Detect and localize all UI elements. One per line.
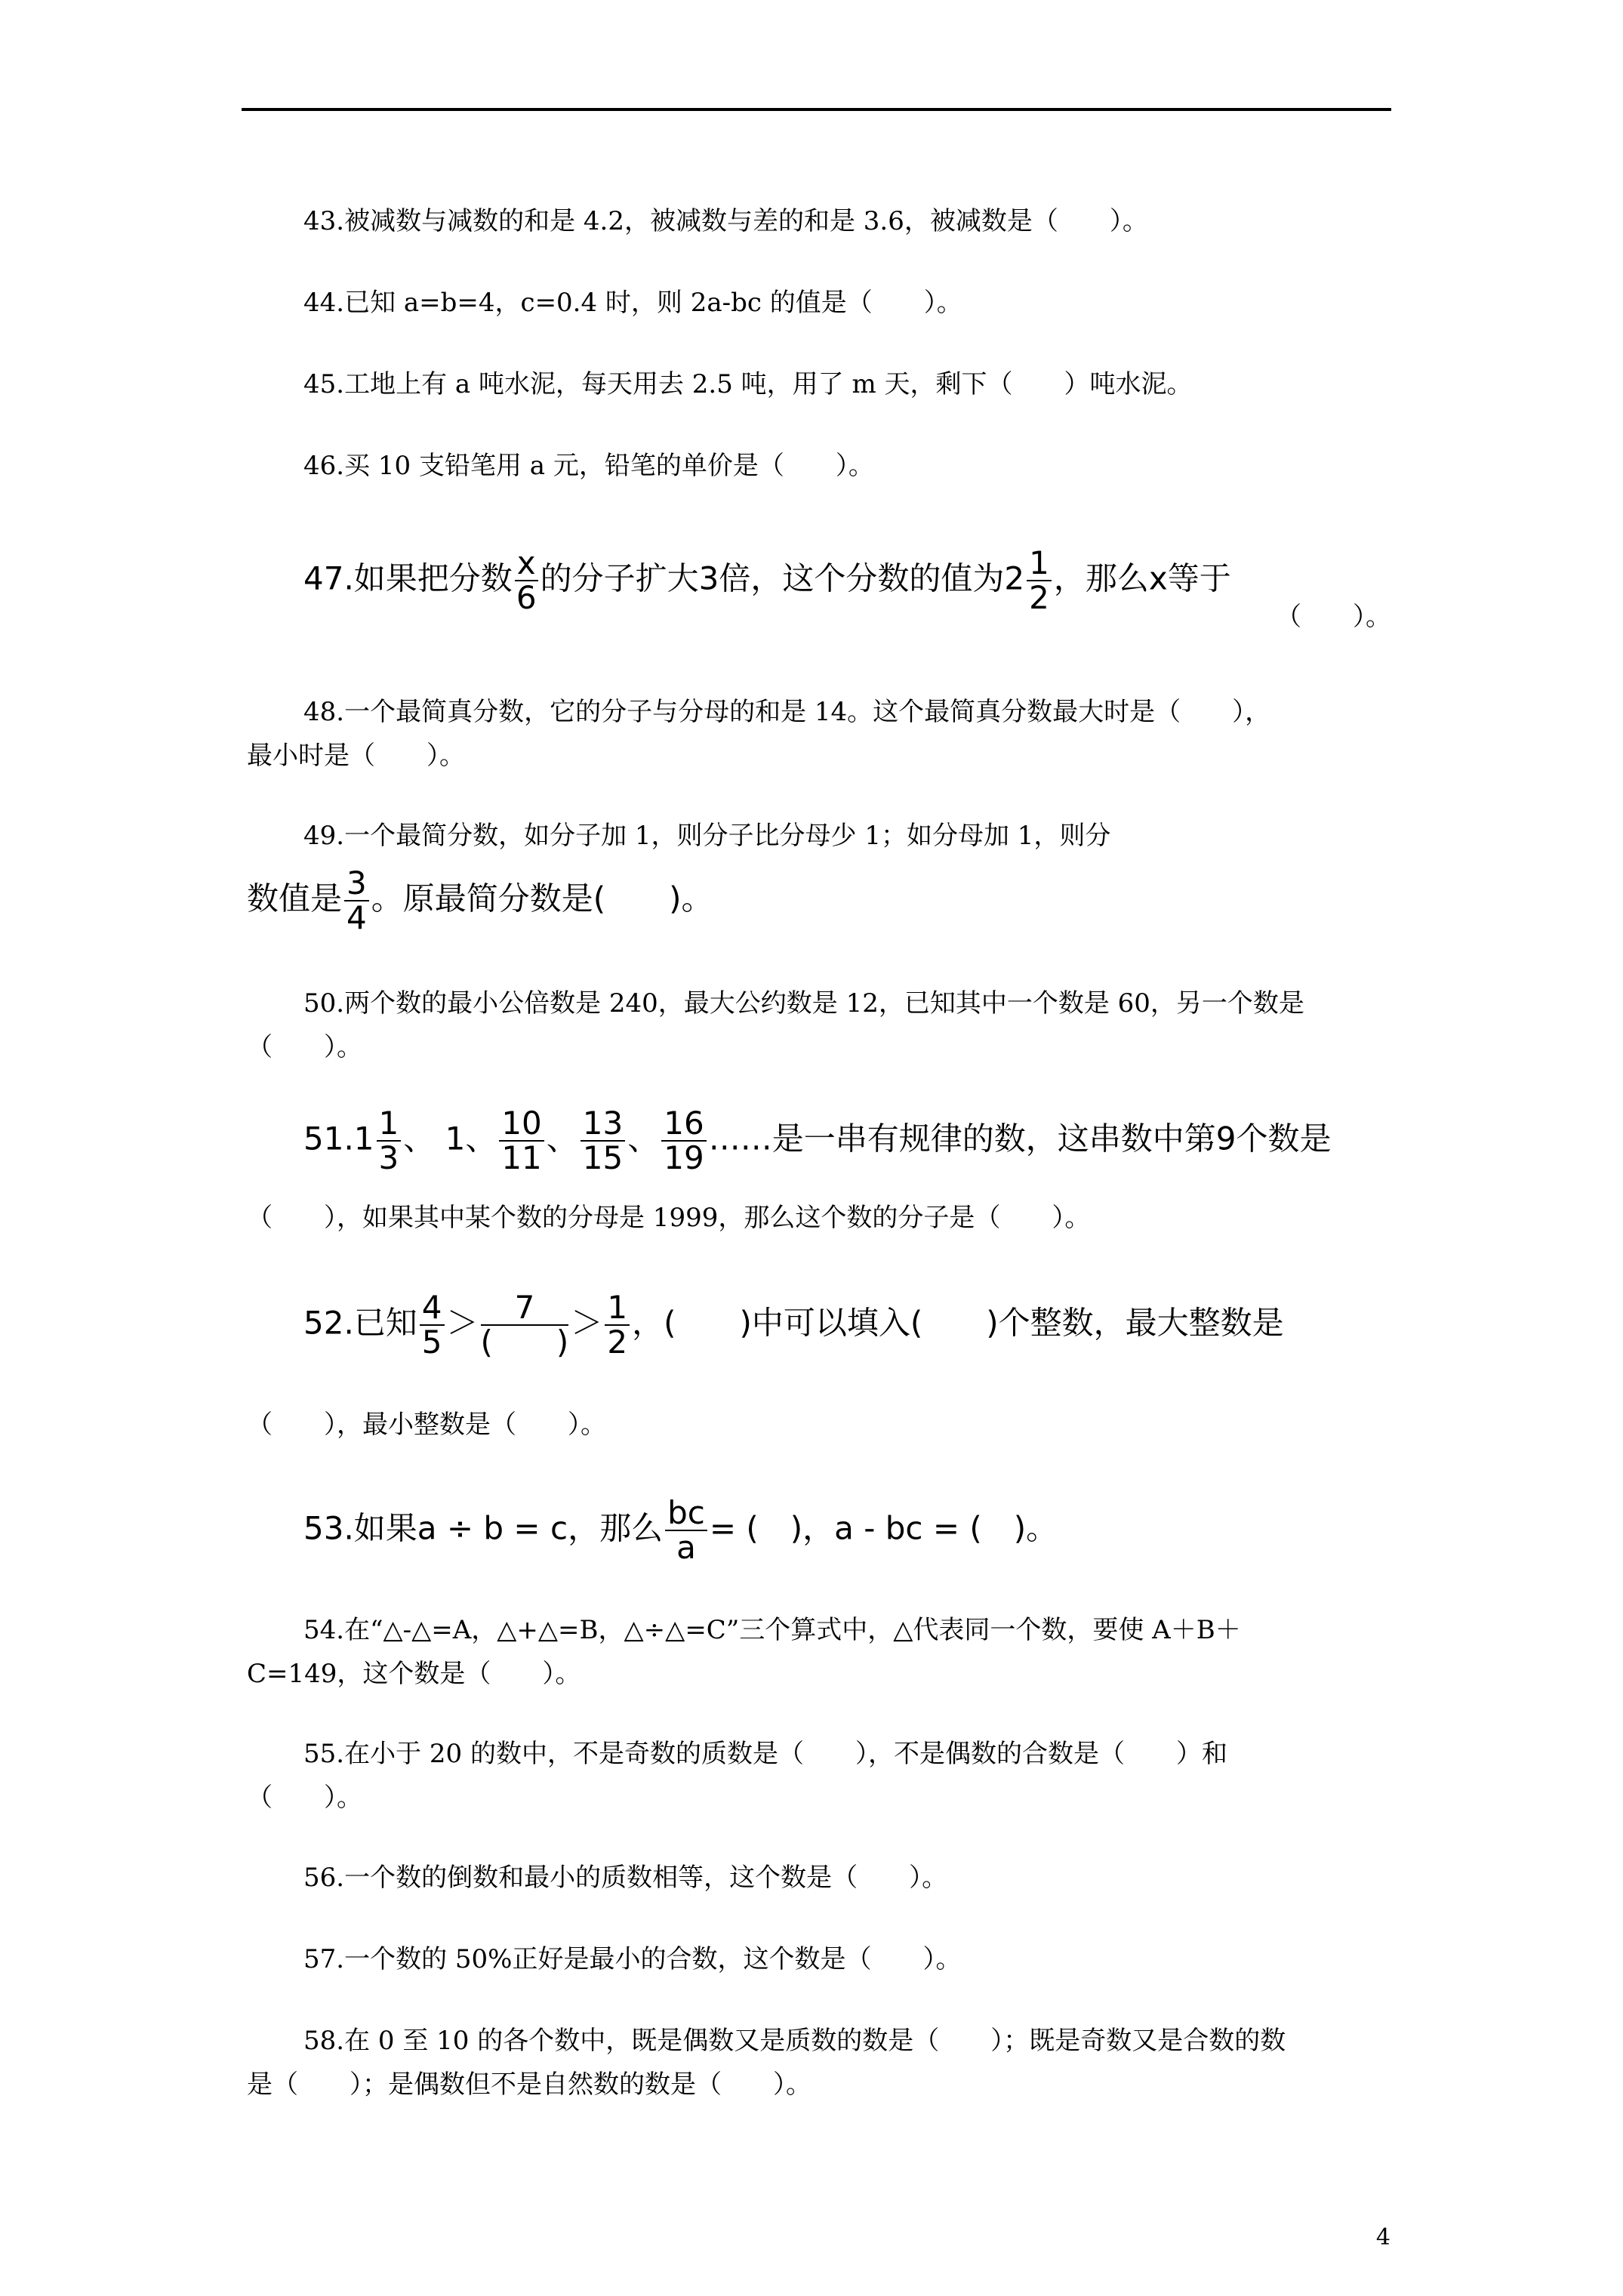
q53-fraction-den: a bbox=[676, 1529, 696, 1567]
question-51-line1 bbox=[303, 1107, 1331, 1175]
q52-f3-den: 2 bbox=[607, 1324, 628, 1361]
question-49-line1: 49.一个最简分数，如分子加 1，则分子比分母少 1；如分母加 1，则分 bbox=[303, 821, 1111, 851]
header-rule bbox=[242, 108, 1391, 111]
question-51-line2: （ ），如果其中某个数的分母是 1999，那么这个数的分子是（ ）。 bbox=[247, 1203, 1091, 1233]
q52-fraction-3 bbox=[605, 1291, 630, 1359]
q51-pre: 51.1 bbox=[303, 1120, 374, 1157]
question-48-line1: 48.一个最简真分数，它的分子与分母的和是 14。这个最简真分数最大时是（ ）， bbox=[303, 697, 1271, 727]
question-55-line2: （ ）。 bbox=[247, 1783, 362, 1813]
question-50-line2: （ ）。 bbox=[247, 1032, 362, 1062]
q47-mixed-den: 2 bbox=[1029, 579, 1049, 617]
q47-mixed-num: 1 bbox=[1027, 547, 1052, 581]
q47-fraction-den: 6 bbox=[516, 579, 537, 617]
q52-fraction-2 bbox=[481, 1291, 569, 1359]
q51-f1-den: 3 bbox=[378, 1139, 399, 1177]
question-43: 43.被减数与减数的和是 4.2，被减数与差的和是 3.6，被减数是（ ）。 bbox=[303, 206, 1148, 236]
q52-pre: 52.已知 bbox=[303, 1304, 417, 1342]
question-58-line1: 58.在 0 至 10 的各个数中，既是偶数又是质数的数是（ ）；既是奇数又是合数的数 bbox=[303, 2026, 1286, 2056]
question-55-line1: 55.在小于 20 的数中，不是奇数的质数是（ ），不是偶数的合数是（ ）和 bbox=[303, 1739, 1227, 1769]
q49-post: 。原最简分数是( )。 bbox=[371, 880, 713, 917]
question-47 bbox=[303, 544, 1231, 617]
q53-fraction-num: bc bbox=[665, 1496, 707, 1531]
q47-mid: 的分子扩大3倍，这个分数的值为2 bbox=[540, 559, 1025, 597]
q51-f2-den: 11 bbox=[501, 1139, 542, 1177]
q51-f2-num: 10 bbox=[499, 1107, 544, 1142]
q51-f3-num: 13 bbox=[581, 1107, 625, 1142]
question-49-line2 bbox=[247, 864, 713, 937]
q47-fraction-num: x bbox=[515, 547, 538, 581]
q53-post: = ( )，a - bc = ( )。 bbox=[709, 1509, 1058, 1547]
q52-post: ，( )中可以填入( )个整数，最大整数是 bbox=[632, 1304, 1284, 1342]
question-54-line2: C=149，这个数是（ ）。 bbox=[247, 1659, 581, 1689]
q52-gt1: ＞ bbox=[446, 1304, 479, 1342]
q51-f4-num: 16 bbox=[661, 1107, 706, 1142]
q51-f4-den: 19 bbox=[664, 1139, 704, 1177]
question-48-line2: 最小时是（ ）。 bbox=[247, 741, 465, 771]
q51-fraction-2 bbox=[499, 1107, 544, 1175]
question-50-line1: 50.两个数的最小公倍数是 240，最大公约数是 12，已知其中一个数是 60，另一个数是 bbox=[303, 988, 1304, 1019]
q49-fraction-den: 4 bbox=[346, 899, 367, 937]
q51-sep2: 、 bbox=[546, 1120, 578, 1157]
q51-post: ……是一串有规律的数，这串数中第9个数是 bbox=[708, 1120, 1332, 1157]
q47-mixed-fraction bbox=[1027, 544, 1052, 617]
q51-fraction-1 bbox=[377, 1107, 402, 1175]
q52-f1-den: 5 bbox=[421, 1324, 442, 1361]
q47-post: ，那么x等于 bbox=[1053, 559, 1231, 597]
question-58-line2: 是（ ）；是偶数但不是自然数的数是（ ）。 bbox=[247, 2069, 812, 2100]
page-number: 4 bbox=[1375, 2224, 1390, 2251]
q51-fraction-4 bbox=[661, 1107, 706, 1175]
q52-f1-num: 4 bbox=[420, 1291, 445, 1326]
q52-f2-den: ( ) bbox=[480, 1324, 569, 1361]
q53-fraction bbox=[665, 1494, 707, 1567]
question-52-line1 bbox=[303, 1291, 1284, 1359]
q49-fraction bbox=[344, 864, 369, 937]
q51-f1-num: 1 bbox=[377, 1107, 402, 1142]
question-46: 46.买 10 支铅笔用 a 元，铅笔的单价是（ ）。 bbox=[303, 451, 874, 481]
q49-pre: 数值是 bbox=[247, 880, 343, 917]
q52-fraction-1 bbox=[420, 1291, 445, 1359]
q51-sep3: 、 bbox=[627, 1120, 660, 1157]
question-47-tail: （ ）。 bbox=[1276, 602, 1391, 632]
question-57: 57.一个数的 50%正好是最小的合数，这个数是（ ）。 bbox=[303, 1944, 962, 1974]
q47-fraction bbox=[515, 544, 538, 617]
q51-fraction-3 bbox=[581, 1107, 625, 1175]
q51-sep1: 、 1、 bbox=[403, 1120, 497, 1157]
question-53 bbox=[303, 1494, 1058, 1567]
q52-gt2: ＞ bbox=[571, 1304, 603, 1342]
q47-pre: 47.如果把分数 bbox=[303, 559, 513, 597]
q52-f2-num: 7 bbox=[481, 1291, 569, 1326]
question-56: 56.一个数的倒数和最小的质数相等，这个数是（ ）。 bbox=[303, 1863, 948, 1893]
q52-f3-num: 1 bbox=[605, 1291, 630, 1326]
question-45: 45.工地上有 a 吨水泥，每天用去 2.5 吨，用了 m 天，剩下（ ）吨水泥。 bbox=[303, 369, 1193, 399]
q51-f3-den: 15 bbox=[582, 1139, 624, 1177]
question-44: 44.已知 a=b=4，c=0.4 时，则 2a-bc 的值是（ ）。 bbox=[303, 288, 962, 318]
question-52-line2: （ ），最小整数是（ ）。 bbox=[247, 1410, 606, 1440]
question-54-line1: 54.在“△-△=A，△+△=B，△÷△=C”三个算式中，△代表同一个数，要使 A＋B＋ bbox=[303, 1615, 1241, 1645]
q53-pre: 53.如果a ÷ b = c，那么 bbox=[303, 1509, 664, 1547]
q49-fraction-num: 3 bbox=[344, 867, 369, 901]
